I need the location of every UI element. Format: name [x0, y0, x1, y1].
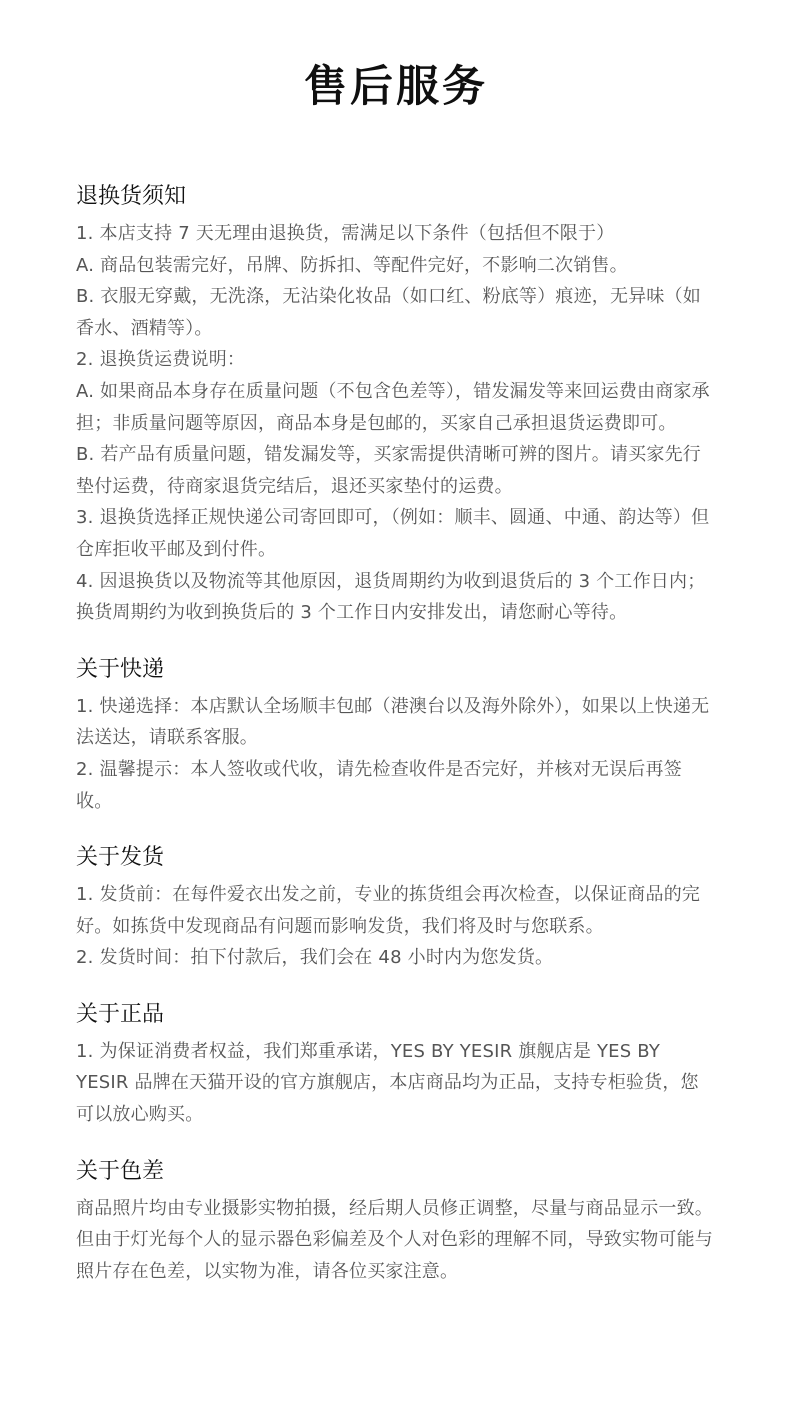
section-express — [76, 655, 716, 817]
section-authentic — [76, 1000, 716, 1131]
page-title: 售后服务 — [304, 62, 488, 112]
section-body — [76, 218, 716, 629]
paragraph: 3. 退换货选择正规快递公司寄回即可，（例如：顺丰、圆通、中通、韵达等）但仓库拒收平邮及到付件。 — [76, 507, 710, 560]
paragraph: 2. 退换货运费说明： — [76, 349, 246, 371]
paragraph: 4. 因退换货以及物流等其他原因，退货周期约为收到退货后的 3 个工作日内；换货周期约为收到换货后的 3 个工作日内安排发出，请您耐心等待。 — [76, 570, 706, 624]
section-body — [76, 1193, 716, 1288]
section-title: 关于色差 — [76, 1158, 165, 1184]
paragraph: A. 商品包装需完好，吊牌、防拆扣、等配件完好，不影响二次销售。 — [76, 254, 628, 276]
section-color-difference — [76, 1157, 716, 1288]
paragraph: 1. 为保证消费者权益，我们郑重承诺，YES BY YESIR 旗舰店是 YES BY YESIR 品牌在天猫开设的官方旗舰店，本店商品均为正品，支持专柜验货，您可以放心购买。 — [76, 1040, 699, 1126]
section-shipping — [76, 843, 716, 974]
paragraph: 1. 快递选择：本店默认全场顺丰包邮（港澳台以及海外除外），如果以上快递无法送达，请联系客服。 — [76, 695, 710, 749]
paragraph: 商品照片均由专业摄影实物拍摄，经后期人员修正调整，尽量与商品显示一致。但由于灯光每个人的显示器色彩偏差及个人对色彩的理解不同，导致实物可能与照片存在色差，以实物为准，请各位买家注意。 — [76, 1197, 713, 1282]
paragraph: B. 衣服无穿戴，无洗涤，无沾染化妆品（如口红、粉底等）痕迹，无异味（如香水、酒精等）。 — [76, 286, 701, 339]
section-title: 关于快递 — [76, 656, 165, 682]
section-body — [76, 1036, 716, 1131]
paragraph: 1. 发货前：在每件爱衣出发之前，专业的拣货组会再次检查，以保证商品的完好。如拣货中发现商品有问题而影响发货，我们将及时与您联系。 — [76, 884, 701, 937]
section-body — [76, 691, 716, 817]
section-title: 退换货须知 — [76, 184, 187, 209]
paragraph: A. 如果商品本身存在质量问题（不包含色差等），错发漏发等来回运费由商家承担；非质量问题等原因，商品本身是包邮的，买家自己承担退货运费即可。 — [76, 380, 710, 434]
paragraph: 2. 温馨提示：本人签收或代收，请先检查收件是否完好，并核对无误后再签收。 — [76, 758, 682, 812]
section-title: 关于正品 — [76, 1001, 165, 1027]
section-return-exchange — [76, 182, 716, 629]
section-body — [76, 879, 716, 974]
paragraph: 1. 本店支持 7 天无理由退换货，需满足以下条件（包括但不限于） — [76, 223, 615, 244]
paragraph: B. 若产品有质量问题，错发漏发等，买家需提供清晰可辨的图片。请买家先行垫付运费，待商家退货完结后，退还买家垫付的运费。 — [76, 444, 701, 497]
paragraph: 2. 发货时间：拍下付款后，我们会在 48 小时内为您发货。 — [76, 947, 554, 969]
section-title: 关于发货 — [76, 845, 165, 871]
